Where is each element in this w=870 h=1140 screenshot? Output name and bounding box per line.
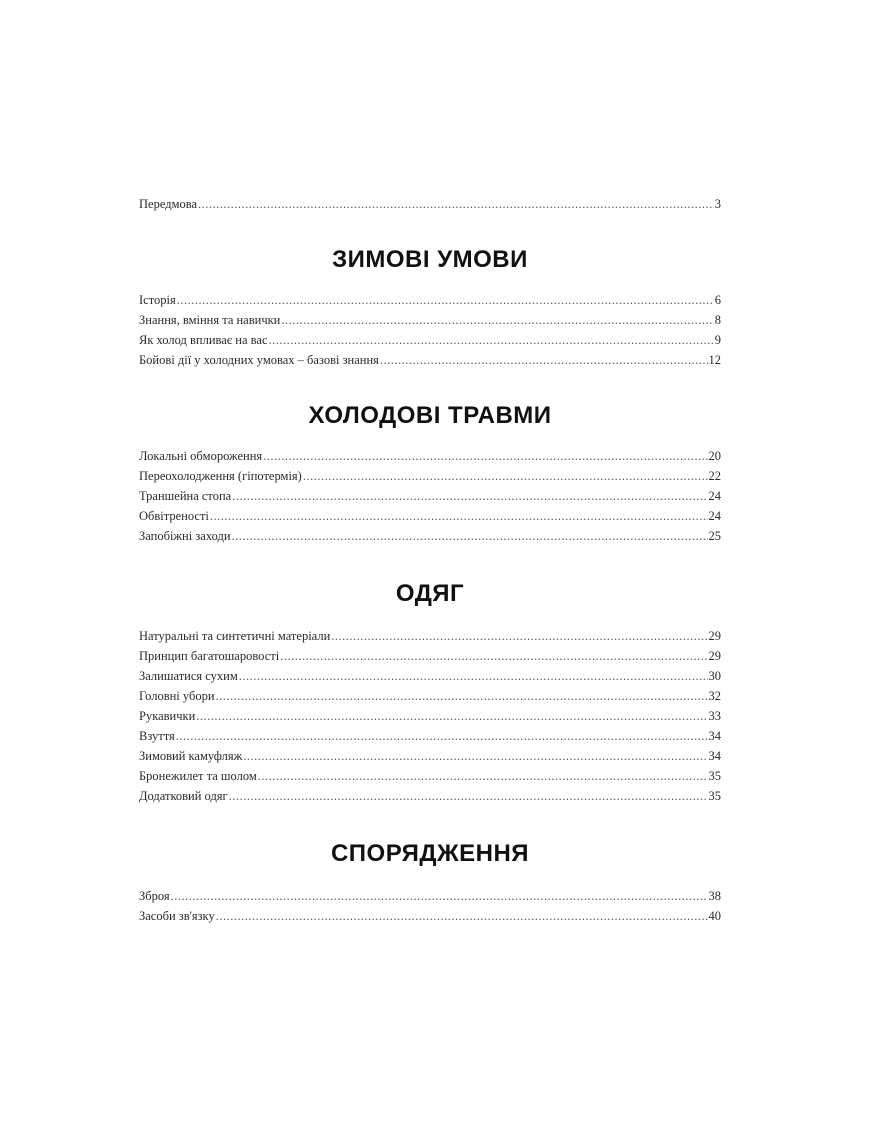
toc-entry-page: 22 [708, 469, 721, 483]
toc-entry [139, 886, 721, 906]
toc-leader-dots [281, 310, 713, 330]
toc-entry-page: 32 [708, 689, 721, 703]
toc-leader-dots [171, 886, 708, 906]
toc-entry [139, 726, 721, 746]
toc-entry [139, 486, 721, 506]
section-heading-winter-conditions: ЗИМОВІ УМОВИ [332, 246, 528, 273]
toc-entry [139, 310, 721, 330]
toc-entry-page: 24 [708, 509, 721, 523]
toc-leader-dots [198, 194, 714, 214]
toc-leader-dots [176, 726, 708, 746]
toc-entry-preface [139, 194, 721, 214]
toc-entry-title: Залишатися сухим [139, 669, 238, 683]
toc-leader-dots [196, 706, 707, 726]
toc-entry [139, 330, 721, 350]
toc-leader-dots [243, 746, 707, 766]
toc-entry-title: Як холод впливає на вас [139, 333, 268, 347]
toc-entry-title: Бронежилет та шолом [139, 769, 257, 783]
toc-leader-dots [229, 786, 708, 806]
toc-entry-page: 12 [708, 353, 721, 367]
toc-entry [139, 350, 721, 370]
toc-leader-dots [177, 290, 714, 310]
toc-leader-dots [269, 330, 714, 350]
toc-entry [139, 466, 721, 486]
toc-leader-dots [232, 486, 707, 506]
toc-leader-dots [263, 446, 707, 466]
toc-entry [139, 666, 721, 686]
toc-leader-dots [216, 906, 708, 926]
toc-entry-page: 33 [708, 709, 721, 723]
section-heading-equipment: СПОРЯДЖЕННЯ [330, 840, 530, 867]
toc-entry-title: Історія [139, 293, 176, 307]
section-list-equipment [139, 886, 721, 926]
toc-entry-title: Принцип багатошаровості [139, 649, 280, 663]
toc-entry-page: 40 [708, 909, 721, 923]
toc-entry-page: 35 [708, 769, 721, 783]
toc-entry-page: 34 [708, 749, 721, 763]
toc-leader-dots [331, 626, 707, 646]
toc-leader-dots [232, 526, 708, 546]
table-of-contents [139, 190, 721, 926]
toc-entry-title: Засоби зв'язку [139, 909, 215, 923]
toc-entry-title: Натуральні та синтетичні матеріали [139, 629, 331, 643]
toc-entry-page: 34 [708, 729, 721, 743]
toc-entry-page: 24 [708, 489, 721, 503]
toc-entry [139, 786, 721, 806]
section-list-clothing [139, 626, 721, 806]
toc-entry-title: Взуття [139, 729, 175, 743]
toc-entry [139, 906, 721, 926]
toc-entry-title: Знання, вміння та навички [139, 313, 281, 327]
toc-entry-page: 3 [714, 197, 721, 211]
toc-leader-dots [280, 646, 707, 666]
toc-entry-page: 30 [708, 669, 721, 683]
toc-entry-page: 35 [708, 789, 721, 803]
toc-entry [139, 706, 721, 726]
toc-entry-title: Переохолодження (гіпотермія) [139, 469, 302, 483]
toc-leader-dots [216, 686, 708, 706]
toc-entry [139, 766, 721, 786]
toc-entry [139, 506, 721, 526]
section-heading-clothing: ОДЯГ [395, 580, 465, 607]
toc-entry [139, 626, 721, 646]
toc-leader-dots [380, 350, 708, 370]
section-list-cold-injuries [139, 446, 721, 546]
toc-entry [139, 526, 721, 546]
toc-entry-page: 29 [708, 629, 721, 643]
toc-entry [139, 686, 721, 706]
toc-entry-title: Обвітреності [139, 509, 209, 523]
toc-entry-title: Зброя [139, 889, 170, 903]
toc-entry-title: Траншейна стопа [139, 489, 232, 503]
toc-entry-page: 8 [714, 313, 721, 327]
toc-entry-title: Головні убори [139, 689, 215, 703]
toc-leader-dots [239, 666, 708, 686]
toc-entry [139, 446, 721, 466]
toc-entry [139, 746, 721, 766]
section-heading-cold-injuries: ХОЛОДОВІ ТРАВМИ [308, 402, 552, 429]
toc-entry-title: Додатковий одяг [139, 789, 228, 803]
toc-entry-page: 38 [708, 889, 721, 903]
toc-entry-title: Локальні обмороження [139, 449, 263, 463]
toc-leader-dots [258, 766, 708, 786]
toc-entry-title: Передмова [139, 197, 198, 211]
section-list-winter-conditions [139, 290, 721, 370]
toc-entry-page: 25 [708, 529, 721, 543]
toc-entry-page: 6 [714, 293, 721, 307]
toc-entry-page: 9 [714, 333, 721, 347]
toc-leader-dots [210, 506, 708, 526]
toc-entry [139, 290, 721, 310]
toc-entry-title: Запобіжні заходи [139, 529, 231, 543]
toc-entry-title: Зимовий камуфляж [139, 749, 243, 763]
toc-entry-page: 20 [708, 449, 721, 463]
toc-entry [139, 646, 721, 666]
toc-entry-title: Рукавички [139, 709, 196, 723]
toc-leader-dots [303, 466, 708, 486]
toc-entry-title: Бойові дії у холодних умовах – базові знання [139, 353, 379, 367]
toc-entry-page: 29 [708, 649, 721, 663]
